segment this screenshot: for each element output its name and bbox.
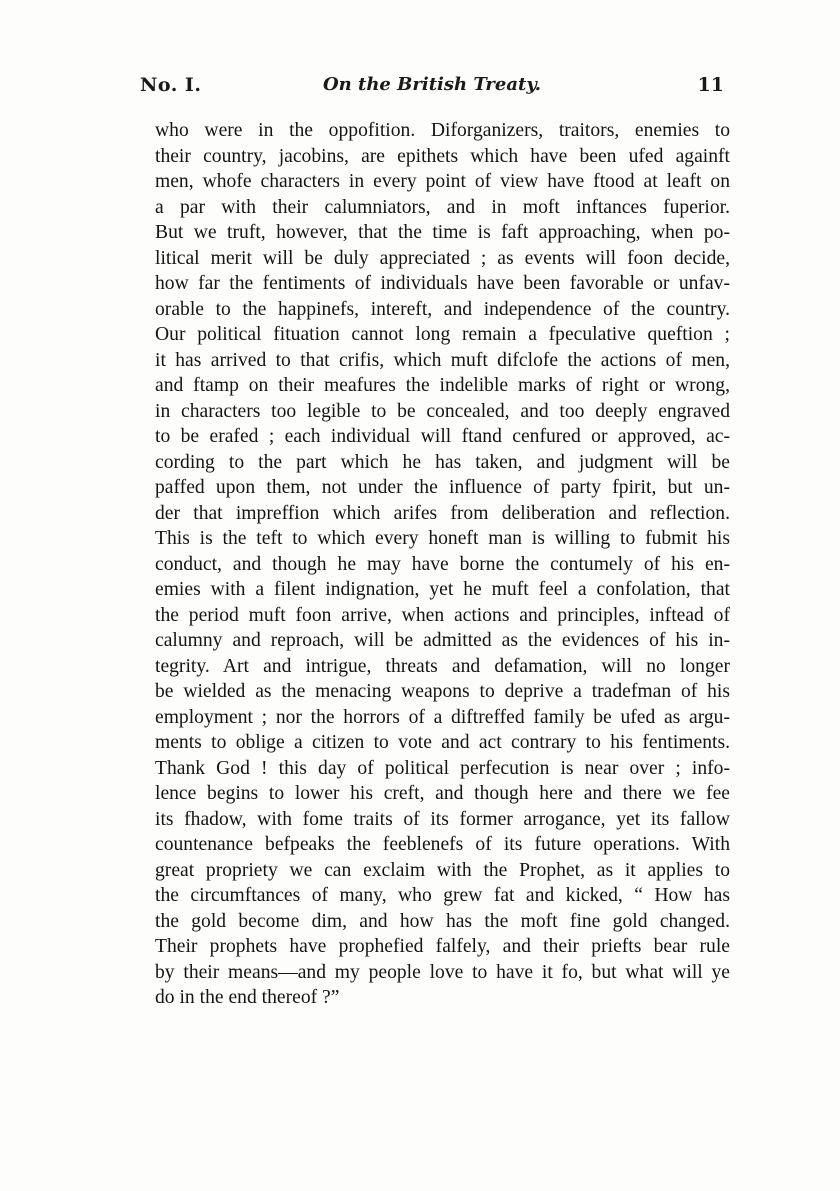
body-text (155, 118, 730, 1011)
text-line: in characters too legible to be concealed, and too deeply engraved (155, 400, 730, 422)
text-line: the circumftances of many, who grew fat and kicked, “ How has (155, 885, 730, 906)
text-line: But we truft, however, that the time is faft approaching, when po- (155, 222, 730, 243)
text-line: tegrity. Art and intrigue, threats and defamation, will no longer (155, 655, 730, 677)
text-line: paffed upon them, not under the influence of party fpirit, but un- (155, 477, 730, 498)
text-line: men, whofe characters in every point of view have ftood at leaft on (155, 171, 730, 192)
text-line: Thank God ! this day of political perfecution is near over ; info- (155, 757, 730, 779)
text-line: countenance befpeaks the feeblenefs of its future operations. With (155, 834, 730, 855)
text-line: ments to oblige a citizen to vote and act contrary to his fentiments. (155, 732, 730, 753)
text-line: Their prophets have prophefied falfely, and their priefts bear rule (155, 936, 730, 957)
text-line: its fhadow, with fome traits of its former arrogance, yet its fallow (155, 808, 730, 830)
text-line: do in the end thereof ?” (155, 987, 340, 1008)
text-line: the period muft foon arrive, when actions and principles, inftead of (155, 604, 730, 626)
text-line: conduct, and though he may have borne the contumely of his en- (155, 553, 730, 575)
text-line: how far the fentiments of individuals have been favorable or unfav- (155, 273, 730, 294)
text-line: Our political fituation cannot long remain a fpeculative queftion ; (155, 324, 730, 345)
text-line: who were in the oppofition. Diforganizers, traitors, enemies to (155, 120, 730, 141)
text-line: a par with their calumniators, and in moft inftances fuperior. (155, 196, 730, 218)
text-line: der that impreffion which arifes from deliberation and reflection. (155, 502, 730, 524)
text-line: This is the teft to which every honeft man is willing to fubmit his (155, 528, 730, 549)
text-line: their country, jacobins, are epithets which have been ufed againft (155, 145, 730, 167)
text-line: be wielded as the menacing weapons to deprive a tradefman of his (155, 681, 730, 702)
text-line: emies with a filent indignation, yet he muft feel a confolation, that (155, 579, 730, 600)
running-header (140, 74, 724, 104)
text-line: lence begins to lower his creft, and though here and there we fee (155, 783, 730, 804)
text-line: calumny and reproach, will be admitted as the evidences of his in- (155, 630, 730, 651)
text-line: great propriety we can exclaim with the Prophet, as it applies to (155, 859, 730, 881)
text-line: cording to the part which he has taken, and judgment will be (155, 451, 730, 473)
text-line: it has arrived to that crifis, which muft difclofe the actions of men, (155, 349, 730, 371)
text-line: employment ; nor the horrors of a diftreffed family be ufed as argu- (155, 706, 730, 728)
text-line: the gold become dim, and how has the moft fine gold changed. (155, 910, 730, 932)
running-title: On the British Treaty. (323, 74, 541, 95)
text-line: litical merit will be duly appreciated ; as events will foon decide, (155, 247, 730, 269)
pamphlet-number: No. I. (140, 74, 202, 96)
page-number: 11 (697, 74, 724, 96)
text-line: orable to the happinefs, intereft, and independence of the country. (155, 298, 730, 320)
text-line: by their means—and my people love to have it fo, but what will ye (155, 961, 730, 983)
text-line: and ftamp on their meafures the indelible marks of right or wrong, (155, 375, 730, 396)
text-line: to be erafed ; each individual will ftand cenfured or approved, ac- (155, 426, 730, 447)
